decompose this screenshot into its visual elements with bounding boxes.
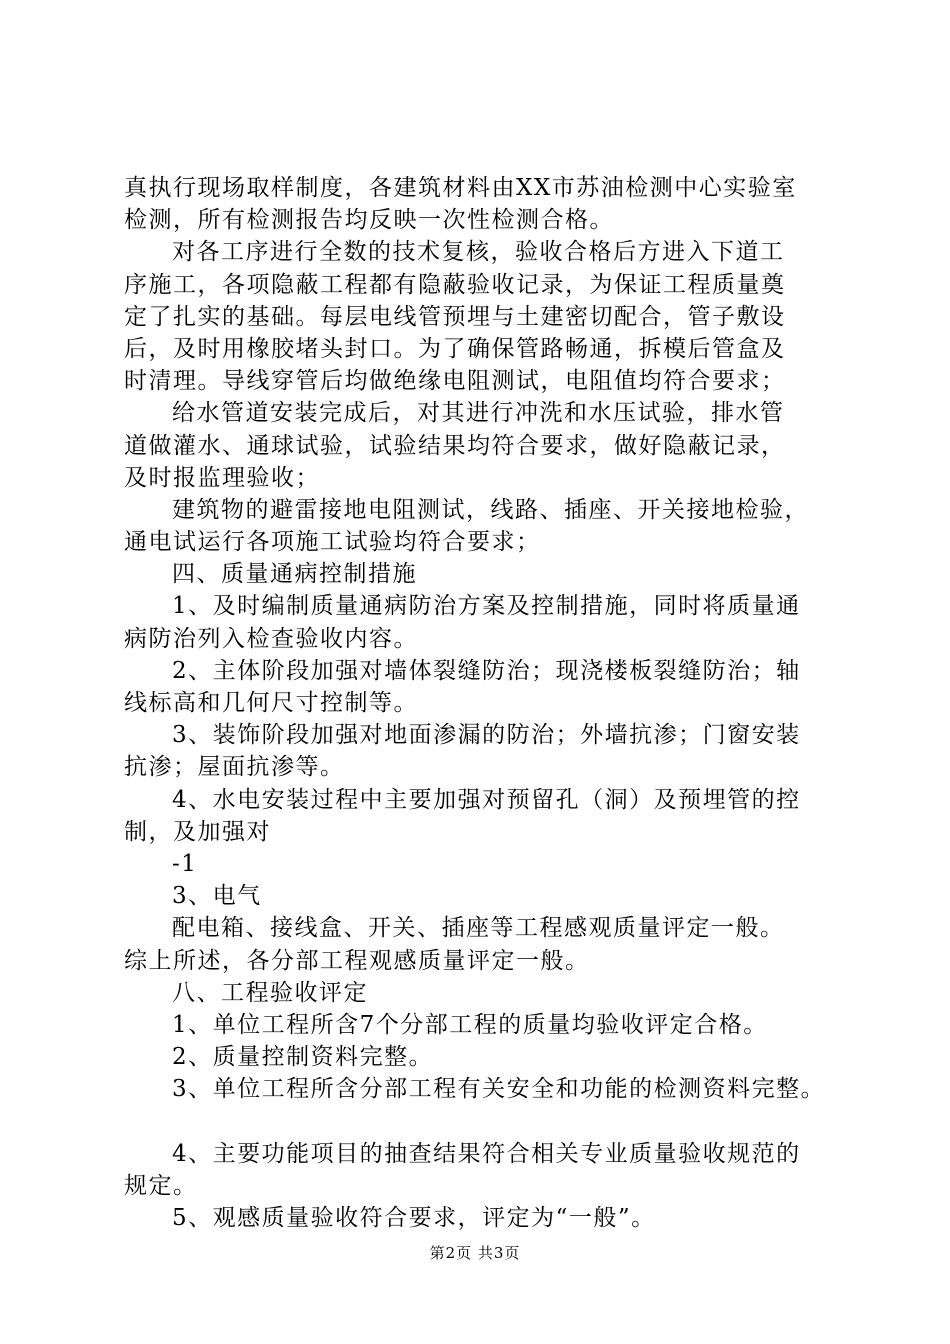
text-line: 建筑物的避雷接地电阻测试，线路、插座、开关接地检验， — [172, 496, 809, 523]
text-line: 3、装饰阶段加强对地面渗漏的防治；外墙抗渗；门窗安装 — [172, 722, 801, 749]
text-line: 病防治列入检查验收内容。 — [124, 625, 418, 652]
text-line: 真执行现场取样制度，各建筑材料由XX市苏油检测中心实验室 — [124, 175, 797, 201]
text-line: 后，及时用橡胶堵头封口。为了确保管路畅通，拆模后管盒及 — [124, 335, 786, 362]
page-footer: 第2页 共3页 — [429, 1244, 521, 1262]
text-line: 序施工，各项隐蔽工程都有隐蔽验收记录，为保证工程质量奠 — [124, 271, 786, 298]
text-line: -1 — [172, 850, 198, 877]
text-line: 定了扎实的基础。每层电线管预埋与土建密切配合，管子敷设 — [124, 303, 786, 330]
text-line: 2、主体阶段加强对墙体裂缝防治；现浇楼板裂缝防治；轴 — [172, 657, 801, 684]
text-line: 线标高和几何尺寸控制等。 — [124, 690, 418, 716]
text-line: 检测，所有检测报告均反映一次性检测合格。 — [124, 207, 614, 234]
text-line: 制，及加强对 — [124, 818, 271, 845]
text-line: 道做灌水、通球试验，试验结果均符合要求，做好隐蔽记录， — [124, 432, 786, 459]
text-line: 时清理。导线穿管后均做绝缘电阻测试，电阻值均符合要求； — [124, 368, 786, 395]
text-line: 抗渗；屋面抗渗等。 — [124, 754, 345, 781]
text-line: 4、主要功能项目的抽查结果符合相关专业质量验收规范的 — [172, 1140, 801, 1167]
text-line: 3、电气 — [172, 883, 262, 910]
text-line: 3、单位工程所含分部工程有关安全和功能的检测资料完整。 — [172, 1076, 826, 1103]
text-line: 1、单位工程所含7个分部工程的质量均验收评定合格。 — [172, 1011, 768, 1038]
text-line: 对各工序进行全数的技术复核，验收合格后方进入下道工 — [172, 239, 785, 266]
text-line: 四、质量通病控制措施 — [172, 561, 417, 588]
text-line: 综上所述，各分部工程观感质量评定一般。 — [124, 947, 590, 974]
text-line: 配电箱、接线盒、开关、插座等工程感观质量评定一般。 — [172, 915, 785, 942]
text-line: 及时报监理验收； — [124, 464, 320, 491]
text-line: 规定。 — [124, 1172, 198, 1199]
text-line: 2、质量控制资料完整。 — [172, 1044, 434, 1071]
document-body — [124, 172, 844, 1234]
text-line: 4、水电安装过程中主要加强对预留孔（洞）及预埋管的控 — [172, 786, 801, 813]
text-line: 给水管道安装完成后，对其进行冲洗和水压试验，排水管 — [172, 400, 785, 427]
text-line: 通电试运行各项施工试验均符合要求； — [124, 529, 541, 556]
blank-line — [124, 1105, 844, 1137]
text-line: 八、工程验收评定 — [172, 979, 368, 1006]
text-line: 1、及时编制质量通病防治方案及控制措施，同时将质量通 — [172, 593, 801, 620]
text-line: 5、观感质量验收符合要求，评定为“一般”。 — [172, 1205, 656, 1231]
